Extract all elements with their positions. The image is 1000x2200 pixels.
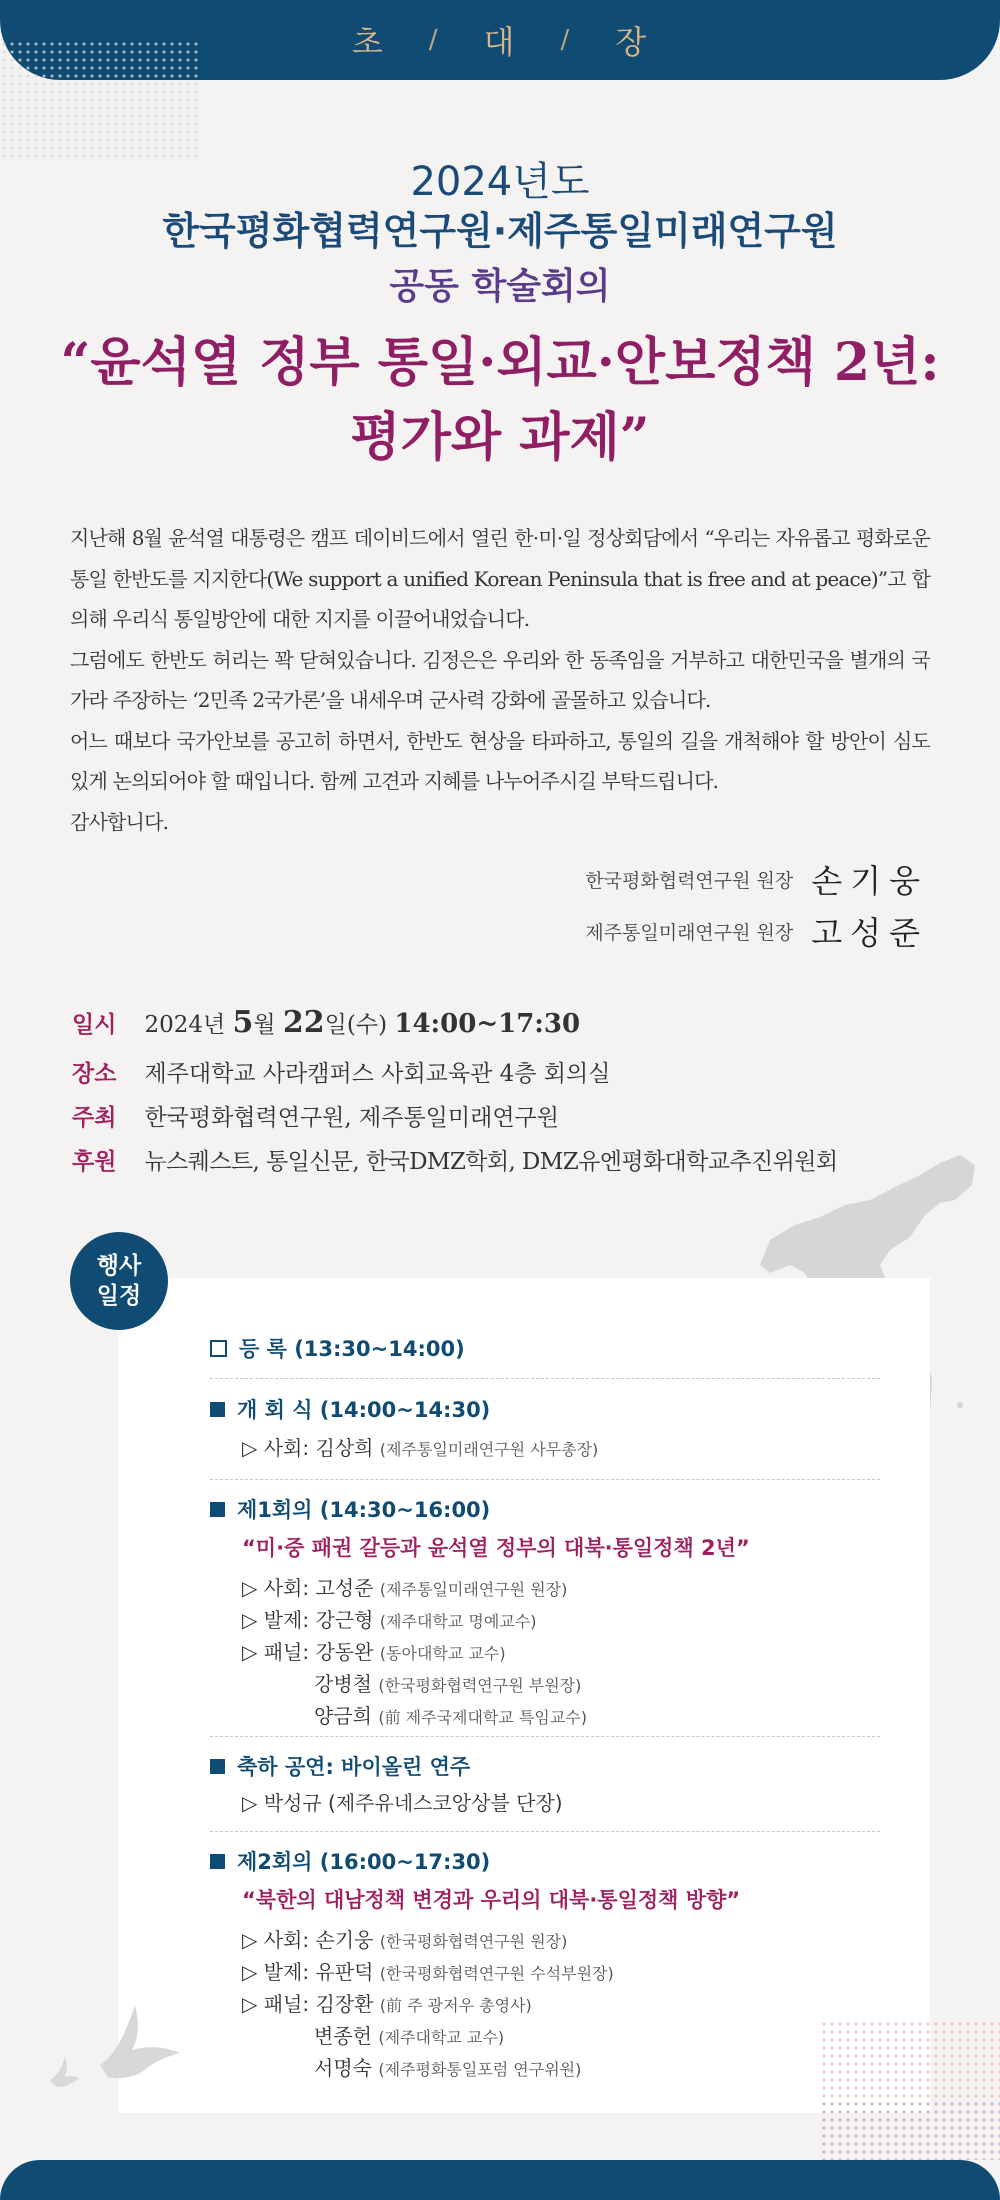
schedule-performance [210, 1751, 563, 1819]
info-label: 주최 [72, 1105, 117, 1131]
schedule-line: 서명숙 (제주평화통일포럼 연구위원) [314, 2056, 582, 2080]
body-paragraph: 그럼에도 한반도 허리는 꽉 닫혀있습니다. 김정은은 우리와 한 동족임을 거부하고 대한민국을 별개의 국가라 주장하는 ‘2민족 2국가론’을 내세우며 군사력 강화에 골몰하고 있습니다. [70, 647, 930, 712]
info-label: 일시 [72, 1012, 117, 1038]
schedule-session-2 [210, 1846, 740, 2084]
body-paragraph: 감사합니다. [70, 809, 169, 834]
dot-pattern-decoration [820, 2100, 1000, 2160]
square-bullet-icon [210, 1502, 225, 1517]
info-label: 장소 [72, 1061, 117, 1087]
event-year: 2024년도 [410, 159, 590, 205]
schedule-badge-line: 일정 [96, 1283, 142, 1309]
signature-role: 제주통일미래연구원 원장 [585, 921, 794, 944]
section-heading: 개 회 식 (14:00~14:30) [237, 1398, 491, 1422]
info-place [72, 1055, 610, 1088]
info-value: 뉴스퀘스트, 통일신문, 한국DMZ학회, DMZ유엔평화대학교추진위원회 [144, 1149, 838, 1175]
schedule-line: ▷ 사회: 고성준 (제주통일미래연구원 원장) [242, 1576, 568, 1600]
session-title: “미·중 패권 갈등과 윤석열 정부의 대북·통일정책 2년” [242, 1536, 750, 1560]
info-host [72, 1099, 559, 1132]
square-bullet-icon [210, 1759, 225, 1774]
info-label: 후원 [72, 1149, 117, 1175]
session-title: “북한의 대남정책 변경과 우리의 대북·통일정책 방향” [242, 1888, 741, 1912]
divider [210, 1479, 880, 1480]
section-heading: 제2회의 (16:00~17:30) [237, 1850, 491, 1874]
header-separator: / [428, 25, 440, 55]
schedule-line: ▷ 패널: 김장환 (前 주 광저우 총영사) [242, 1992, 532, 2016]
dove-icon [40, 1995, 190, 2095]
header-separator: / [560, 25, 572, 55]
hollow-square-icon [210, 1340, 227, 1357]
divider [210, 1736, 880, 1737]
square-bullet-icon [210, 1402, 225, 1417]
organizers: 한국평화협력연구원·제주통일미래연구원 [162, 209, 838, 253]
schedule-line: ▷ 발제: 강근형 (제주대학교 명예교수) [242, 1608, 537, 1632]
footer-bar [0, 2160, 1000, 2200]
divider [210, 1831, 880, 1832]
signature-role: 한국평화협력연구원 원장 [585, 869, 794, 892]
schedule-line: ▷ 사회: 손기웅 (한국평화협력연구원 원장) [242, 1928, 568, 1952]
info-value: 제주대학교 사라캠퍼스 사회교육관 4층 회의실 [144, 1061, 611, 1087]
info-value: 한국평화협력연구원, 제주통일미래연구원 [144, 1105, 559, 1131]
schedule-opening [210, 1394, 598, 1464]
schedule-registration [210, 1333, 465, 1363]
section-heading: 축하 공연: 바이올린 연주 [237, 1755, 471, 1779]
event-type: 공동 학술회의 [389, 266, 611, 307]
schedule-line: ▷ 사회: 김상희 (제주통일미래연구원 사무총장) [242, 1436, 599, 1460]
dot-pattern-decoration [0, 40, 200, 160]
schedule-line: ▷ 패널: 강동완 (동아대학교 교수) [242, 1640, 506, 1664]
info-date [72, 1005, 580, 1040]
section-heading: 제1회의 (14:30~16:00) [237, 1498, 491, 1522]
event-title-line-2: 평가와 과제” [350, 407, 650, 468]
schedule-line: ▷ 박성규 (제주유네스코앙상블 단장) [242, 1791, 563, 1815]
header-char-1: 초 [351, 23, 385, 61]
schedule-badge-line: 행사 [96, 1253, 142, 1279]
header-char-2: 대 [483, 23, 517, 61]
event-title-line-1: “윤석열 정부 통일·외교·안보정책 2년: [60, 332, 940, 393]
divider [210, 1378, 880, 1379]
signature-name: 손기웅 [811, 862, 928, 900]
schedule-line: 양금희 (前 제주국제대학교 특임교수) [314, 1704, 588, 1728]
schedule-line: 강병철 (한국평화협력연구원 부원장) [314, 1672, 582, 1696]
invitation-body [70, 518, 930, 842]
schedule-line: 변종헌 (제주대학교 교수) [314, 2024, 505, 2048]
info-value: 2024년 5월 22일(수) 14:00~17:30 [144, 1005, 581, 1040]
schedule-badge [70, 1232, 168, 1330]
square-bullet-icon [210, 1854, 225, 1869]
schedule-session-1 [210, 1494, 750, 1732]
signature-1 [585, 856, 928, 902]
signature-name: 고성준 [811, 914, 928, 952]
body-paragraph: 어느 때보다 국가안보를 공고히 하면서, 한반도 현상을 타파하고, 통일의 길을 개척해야 할 방안이 심도 있게 논의되어야 할 때입니다. 함께 고견과 지혜를 나누어주시길 부탁드립니다. [70, 728, 930, 793]
section-heading: 등 록 (13:30~14:00) [239, 1337, 465, 1361]
header-char-3: 장 [615, 23, 649, 61]
body-paragraph: 지난해 8월 윤석열 대통령은 캠프 데이비드에서 열린 한·미·일 정상회담에서 “우리는 자유롭고 평화로운 통일 한반도를 지지한다(We support a unified Korean Peninsula that is free and at peace)”고 합의해 우리식 통일방안에 대한 지지를 이끌어내었습니다. [70, 526, 930, 631]
signature-2 [585, 908, 928, 954]
info-sponsor [72, 1143, 838, 1176]
schedule-line: ▷ 발제: 유판덕 (한국평화협력연구원 수석부원장) [242, 1960, 614, 1984]
